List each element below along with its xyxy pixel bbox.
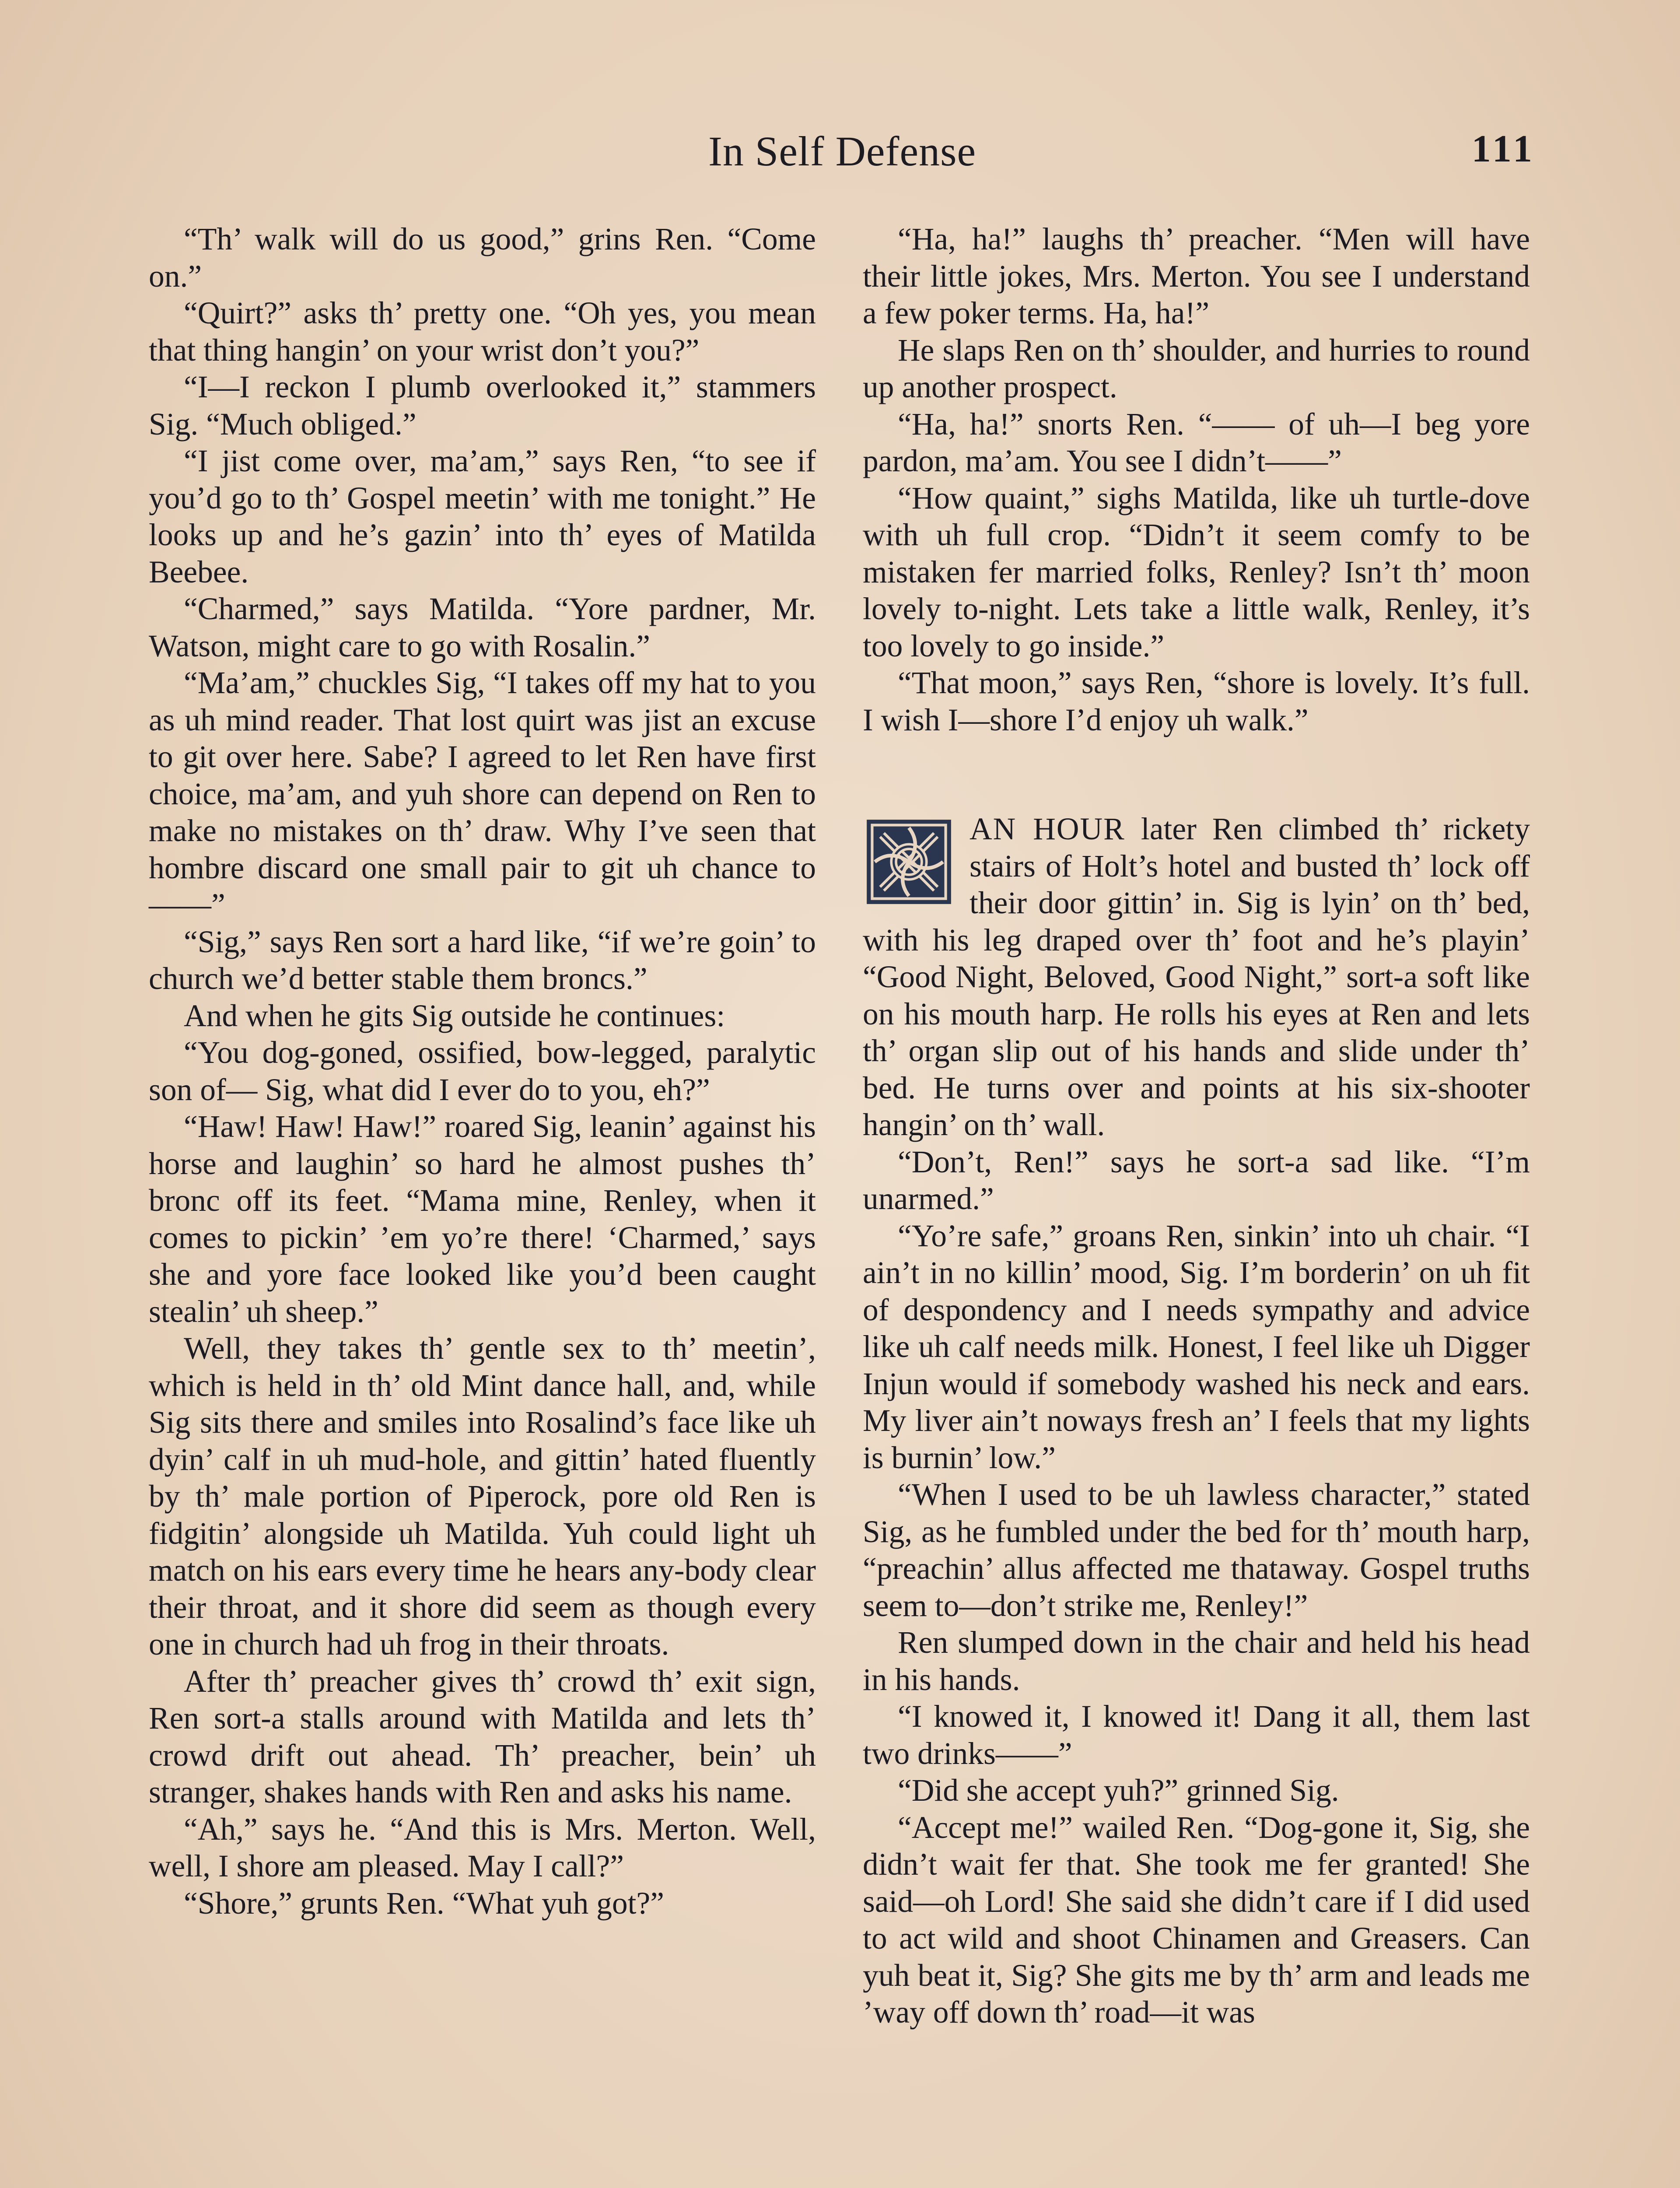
paragraph: Well, they takes th’ gentle sex to th’ meetin’, which is held in th’ old Mint dance hall, and, while Sig sits there and smiles into Rosalind’s face like uh dyin’ calf in uh mud-hole, and gittin’ hated fluently by th’ male portion of Piperock, pore old Ren is fidgitin’ alongside uh Matilda. Yuh could light uh match on his ears every time he hears any-body clear their throat, and it shore did seem as though every one in church had uh frog in their throats. bbox=[149, 1331, 816, 1662]
section-lead-in: AN HOUR bbox=[970, 812, 1125, 846]
paragraph: “Ma’am,” chuckles Sig, “I takes off my hat to you as uh mind reader. That lost quirt was jist an excuse to git over here. Sabe? I agreed to let Ren have first choice, ma’am, and yuh shore can depend on Ren to make no mistakes on th’ draw. Why I’ve seen that hombre discard one small pair to git uh chance to——” bbox=[149, 666, 816, 922]
paragraph: “Shore,” grunts Ren. “What yuh got?” bbox=[184, 1886, 664, 1921]
paragraph: And when he gits Sig outside he continues: bbox=[184, 998, 725, 1033]
section-gap bbox=[863, 739, 1530, 811]
paragraph: “Haw! Haw! Haw!” roared Sig, leanin’ against his horse and laughin’ so hard he almost pushes th’ bronc off its feet. “Mama mine, Renley, when it comes to pickin’ ’em yo’re there! ‘Charmed,’ says she and yore face looked like you’d been caught stealin’ uh sheep.” bbox=[149, 1109, 816, 1329]
page-header bbox=[149, 127, 1536, 184]
paragraph: “Accept me!” wailed Ren. “Dog-gone it, Sig, she didn’t wait fer that. She took me fer granted! She said—oh Lord! She said she didn’t care if I did used to act wild and shoot Chinamen and Greasers. Can yuh beat it, Sig? She gits me by th’ arm and leads me ’way off down th’ road—it was bbox=[863, 1810, 1530, 2030]
paragraph: “Sig,” says Ren sort a hard like, “if we’re goin’ to church we’d better stable them broncs.” bbox=[149, 924, 816, 996]
paragraph: Ren slumped down in the chair and held his head in his hands. bbox=[863, 1625, 1530, 1697]
paragraph: “Ha, ha!” laughs th’ preacher. “Men will have their little jokes, Mrs. Merton. You see I understand a few poker terms. Ha, ha!” bbox=[863, 222, 1530, 330]
paragraph: “Don’t, Ren!” says he sort-a sad like. “I’m unarmed.” bbox=[863, 1144, 1530, 1216]
section-text: later Ren climbed th’ rickety stairs of Holt’s hotel and busted th’ lock off their door gittin’ in. Sig is lyin’ on th’ bed, with his leg draped over th’ foot and he’s playin’ “Good Night, Beloved, Good Night,” sort-a soft like on his mouth harp. He rolls his eyes at Ren and lets th’ organ slip out of his hands and slide under th’ bed. He turns over and points at his six-shooter hangin’ on th’ wall. bbox=[863, 812, 1530, 1142]
left-column bbox=[149, 221, 816, 1922]
section-opening-paragraph bbox=[863, 811, 1530, 1144]
paragraph: “That moon,” says Ren, “shore is lovely. It’s full. I wish I—shore I’d enjoy uh walk.” bbox=[863, 666, 1530, 737]
paragraph: “Did she accept yuh?” grinned Sig. bbox=[898, 1773, 1339, 1808]
paragraph: “I knowed it, I knowed it! Dang it all, them last two drinks——” bbox=[863, 1699, 1530, 1771]
paragraph: After th’ preacher gives th’ crowd th’ exit sign, Ren sort-a stalls around with Matilda and lets th’ crowd drift out ahead. Th’ preacher, bein’ uh stranger, shakes hands with Ren and asks his name. bbox=[149, 1664, 816, 1809]
page-number: 111 bbox=[1471, 128, 1536, 170]
paragraph: “Ah,” says he. “And this is Mrs. Merton. Well, well, I shore am pleased. May I call?” bbox=[149, 1812, 816, 1883]
paragraph: He slaps Ren on th’ shoulder, and hurries to round up another prospect. bbox=[863, 333, 1530, 404]
paragraph: “When I used to be uh lawless character,” stated Sig, as he fumbled under the bed for th’ mouth harp, “preachin’ allus affected me thataway. Gospel truths seem to—don’t strike me, Renley!” bbox=[863, 1477, 1530, 1623]
paragraph: “Quirt?” asks th’ pretty one. “Oh yes, you mean that thing hangin’ on your wrist don’t you?” bbox=[149, 296, 816, 368]
paragraph: “Yo’re safe,” groans Ren, sinkin’ into uh chair. “I ain’t in no killin’ mood, Sig. I’m borderin’ on uh fit of despondency and I needs sympathy and advice like uh calf needs milk. Honest, I feel like uh Digger Injun would if somebody washed his neck and ears. My liver ain’t noways fresh an’ I feels that my lights is burnin’ low.” bbox=[863, 1218, 1530, 1475]
paragraph: “Charmed,” says Matilda. “Yore pardner, Mr. Watson, might care to go with Rosalin.” bbox=[149, 592, 816, 663]
paragraph: “I—I reckon I plumb overlooked it,” stammers Sig. “Much obliged.” bbox=[149, 370, 816, 442]
paragraph: “You dog-goned, ossified, bow-legged, paralytic son of— Sig, what did I ever do to you, eh?” bbox=[149, 1035, 816, 1107]
paragraph: “How quaint,” sighs Matilda, like uh turtle-dove with uh full crop. “Didn’t it seem comfy to be mistaken fer married folks, Renley? Isn’t th’ moon lovely to-night. Lets take a little walk, Renley, it’s too lovely to go inside.” bbox=[863, 480, 1530, 663]
paragraph: “Ha, ha!” snorts Ren. “—— of uh—I beg yore pardon, ma’am. You see I didn’t——” bbox=[863, 407, 1530, 478]
celtic-knot-ornament-icon bbox=[863, 817, 955, 907]
running-title: In Self Defense bbox=[708, 128, 976, 175]
right-column bbox=[863, 221, 1530, 2031]
paragraph: “I jist come over, ma’am,” says Ren, “to see if you’d go to th’ Gospel meetin’ with me tonight.” He looks up and he’s gazin’ into th’ eyes of Matilda Beebee. bbox=[149, 444, 816, 589]
paragraph: “Th’ walk will do us good,” grins Ren. “Come on.” bbox=[149, 222, 816, 294]
